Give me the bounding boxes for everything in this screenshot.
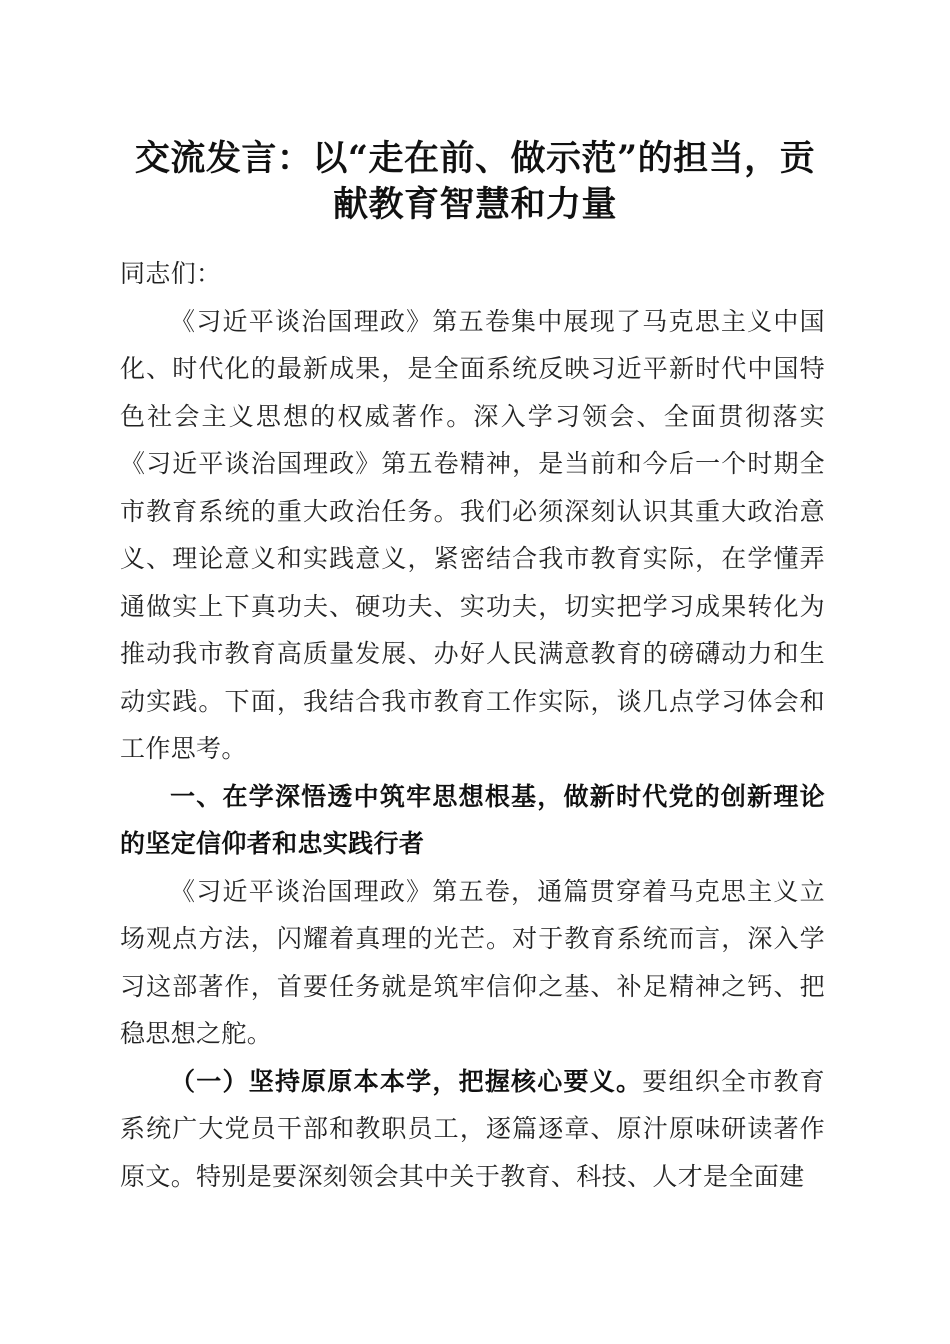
- title-line-1: 交流发言：以“走在前、做示范”的担当，贡: [134, 138, 816, 179]
- subsection-body: 要组织全市教育系统广大党员干部和教职员工，逐篇逐章、原汁原味研读著作原文。特别是要深刻领会其中关于教育、科技、人才是全面建: [120, 1066, 825, 1191]
- document-title: [110, 136, 840, 228]
- paragraph-section-1: 《习近平谈治国理政》第五卷，通篇贯穿着马克思主义立场观点方法，闪耀着真理的光芒。对于教育系统而言，深入学习这部著作，首要任务就是筑牢信仰之基、补足精神之钙、把稳思想之舵。: [120, 876, 825, 1048]
- title-line-2: 献教育智慧和力量: [332, 184, 617, 225]
- salutation: 同志们：: [120, 259, 222, 288]
- section-heading-1: 一、在学深悟透中筑牢思想根基，做新时代党的创新理论的坚定信仰者和忠实践行者: [120, 781, 825, 858]
- subsection-lead: （一）坚持原原本本学，把握核心要义。: [170, 1066, 643, 1096]
- document-body: [120, 250, 825, 1200]
- paragraph-intro: 《习近平谈治国理政》第五卷集中展现了马克思主义中国化、时代化的最新成果，是全面系统反映习近平新时代中国特色社会主义思想的权威著作。深入学习领会、全面贯彻落实《习近平谈治国理政》第五卷精神，是当前和今后一个时期全市教育系统的重大政治任务。我们必须深刻认识其重大政治意义、理论意义和实践意义，紧密结合我市教育实际，在学懂弄通做实上下真功夫、硬功夫、实功夫，切实把学习成果转化为推动我市教育高质量发展、办好人民满意教育的磅礴动力和生动实践。下面，我结合我市教育工作实际，谈几点学习体会和工作思考。: [120, 306, 825, 763]
- paragraph-subsection-1: [120, 1058, 825, 1201]
